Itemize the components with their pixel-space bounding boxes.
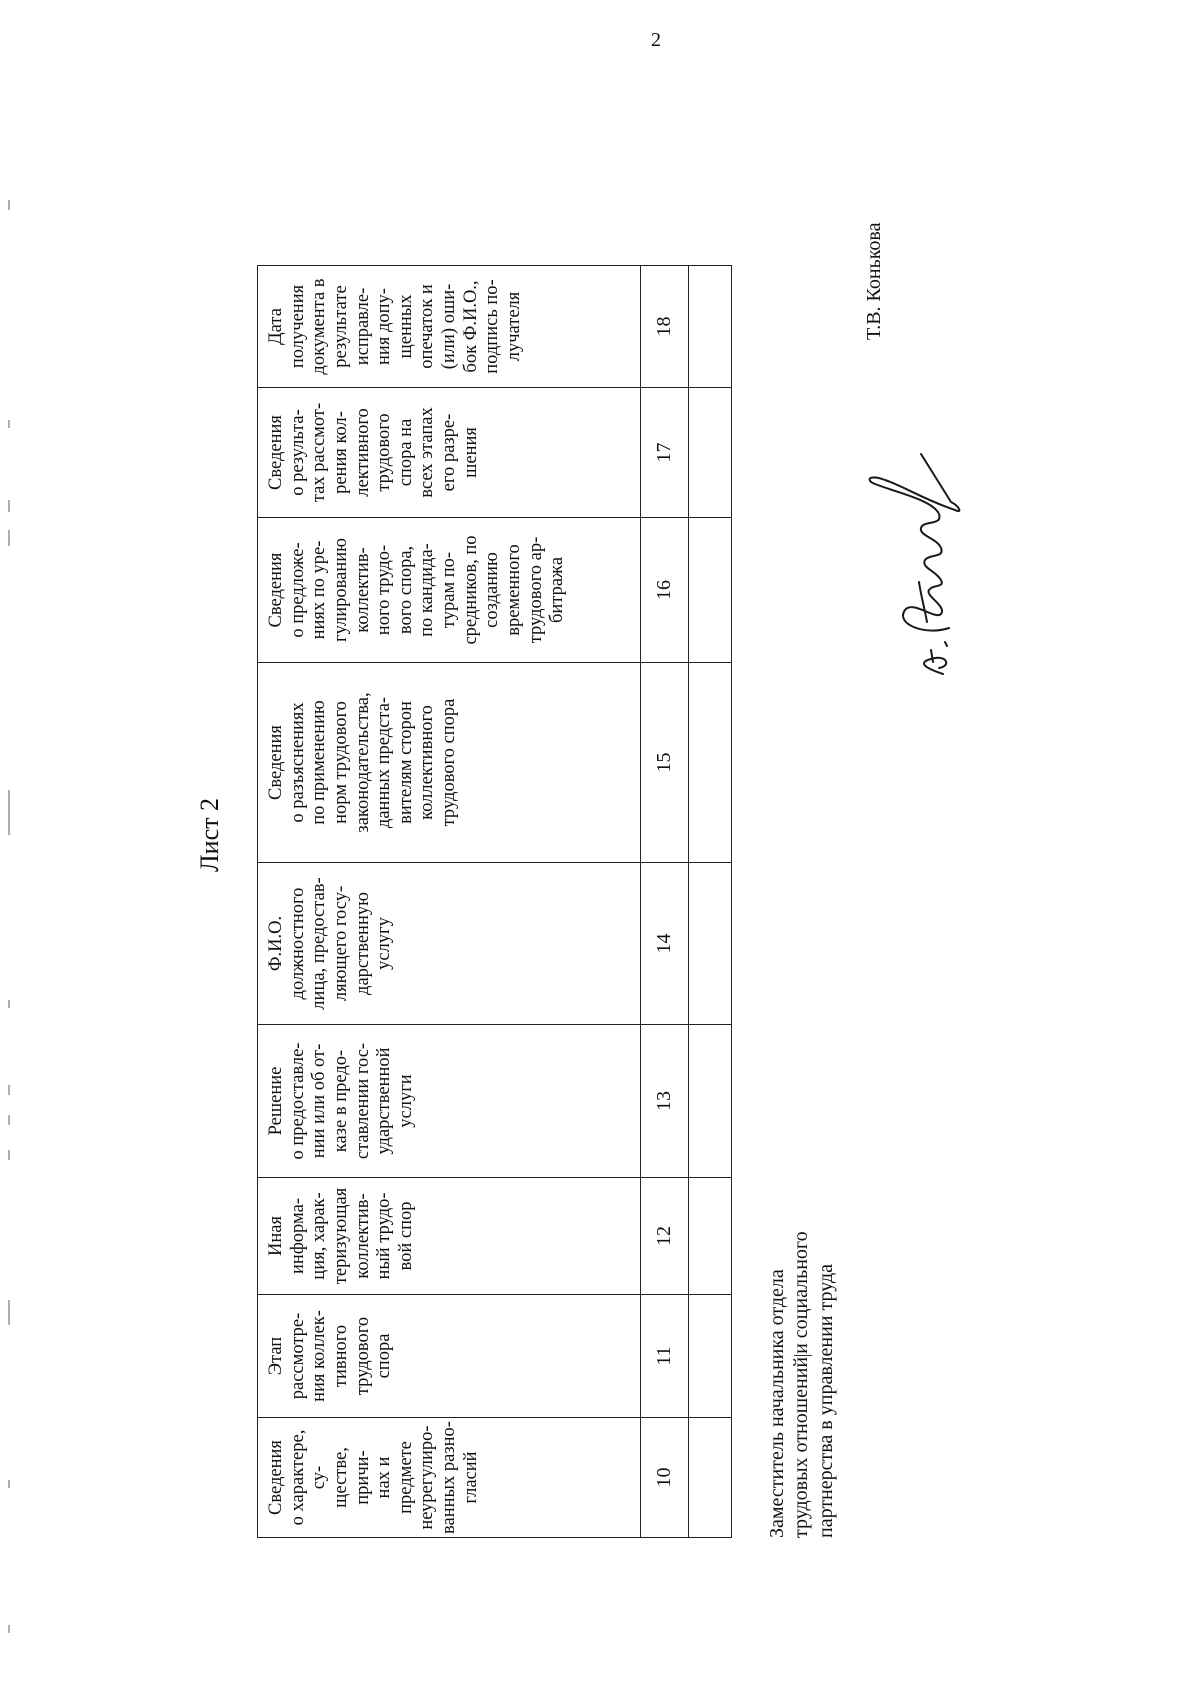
column-header — [258, 518, 641, 663]
table-header-row — [258, 266, 641, 1538]
table-cell — [689, 388, 732, 518]
handwritten-signature — [855, 450, 965, 680]
header-line: Дата — [266, 308, 286, 345]
header-line: услугу — [374, 917, 395, 970]
header-line: законодательства, — [352, 692, 373, 833]
header-line: рения кол- — [330, 411, 351, 494]
rotated-sheet — [195, 70, 1095, 1600]
header-line: исправле- — [352, 287, 373, 366]
header-line: временного — [504, 544, 525, 636]
header-line: тах рассмот- — [309, 402, 330, 503]
header-line: коллектив- — [352, 1193, 373, 1279]
header-line: документа в — [309, 278, 330, 375]
register-table — [257, 265, 732, 1538]
header-line: лективного — [352, 408, 373, 497]
header-line: ния коллек- — [309, 1310, 330, 1402]
position-line: трудовых отношений — [790, 1356, 813, 1538]
header-line: турам по- — [439, 551, 460, 629]
header-line: о предоставле- — [287, 1042, 308, 1160]
header-line: Этап — [266, 1336, 286, 1376]
header-line: вого спора, — [395, 545, 416, 635]
header-line: лица, предостав- — [309, 877, 330, 1010]
header-line: гулированию — [330, 538, 351, 642]
column-number: 16 — [641, 518, 689, 663]
header-line: ния допу- — [374, 288, 395, 365]
header-line: вителям сторон — [395, 701, 416, 824]
header-line: тивного — [330, 1324, 351, 1388]
header-line: ванных разно- — [439, 1421, 460, 1534]
header-line: вой спор — [395, 1201, 416, 1271]
header-line: бок Ф.И.О., — [460, 280, 481, 373]
table-cell — [689, 1025, 732, 1178]
text-cursor-mark — [794, 1355, 812, 1356]
scan-margin-marks — [0, 0, 60, 1695]
header-line: коллективного — [417, 705, 438, 820]
header-line: о результа- — [287, 409, 308, 496]
column-number: 12 — [641, 1178, 689, 1295]
header-line: Сведения — [266, 725, 286, 800]
header-line: коллектив- — [352, 547, 373, 633]
header-line: Ф.И.О. — [266, 915, 286, 972]
column-header — [258, 1295, 641, 1418]
header-line: ный трудо- — [374, 1192, 395, 1280]
header-line: Иная — [266, 1216, 286, 1256]
header-line: шения — [460, 427, 481, 478]
header-line: данных предста- — [374, 696, 395, 829]
header-line: по кандида- — [417, 543, 438, 637]
table-cell — [689, 663, 732, 863]
header-line: трудового ар- — [525, 536, 546, 644]
sheet-title: Лист 2 — [195, 798, 224, 872]
header-line: трудового — [352, 1316, 373, 1396]
header-line: норм трудового — [330, 701, 351, 824]
page-number: 2 — [651, 29, 661, 51]
column-number: 18 — [641, 266, 689, 388]
position-line: Заместитель начальника отдела — [766, 1269, 788, 1538]
header-line: ставлении гос- — [352, 1042, 373, 1160]
table-cell — [689, 266, 732, 388]
header-line: казе в предо- — [330, 1049, 351, 1153]
table-cell — [689, 1418, 732, 1538]
signatory-name: Т.В. Конькова — [863, 222, 885, 340]
header-line: всех этапах — [417, 407, 438, 498]
position-line: партнерства в управлении труда — [814, 1264, 837, 1538]
column-header — [258, 1025, 641, 1178]
header-line: неурегулиро- — [417, 1425, 438, 1530]
signatory-position — [765, 1058, 838, 1538]
header-line: Сведения — [266, 415, 286, 490]
column-number: 13 — [641, 1025, 689, 1178]
header-line: теризующая — [330, 1187, 351, 1285]
column-header — [258, 266, 641, 388]
header-line: о предложе- — [287, 542, 308, 638]
header-line: созданию — [482, 552, 503, 628]
position-line: и социального — [790, 1231, 813, 1354]
header-line: по применению — [309, 700, 330, 825]
header-line: результате — [330, 285, 351, 368]
header-line: лучателя — [504, 291, 525, 362]
header-line: должностного — [287, 887, 308, 1000]
column-number: 17 — [641, 388, 689, 518]
column-header — [258, 663, 641, 863]
header-line: спора — [374, 1333, 395, 1379]
header-line: нах и предмете — [374, 1441, 416, 1514]
column-header — [258, 863, 641, 1025]
column-number-row — [641, 266, 689, 1538]
header-line: спора на — [395, 418, 416, 487]
table-row — [689, 266, 732, 1538]
header-line: получения — [287, 284, 308, 369]
header-line: информа- — [287, 1198, 308, 1274]
column-number: 11 — [641, 1295, 689, 1418]
header-line: гласий — [460, 1451, 481, 1504]
header-line: средников, по — [460, 535, 481, 645]
header-line: о характере, су- — [287, 1429, 330, 1526]
header-line: нии или об от- — [309, 1043, 330, 1159]
table-cell — [689, 863, 732, 1025]
header-line: (или) оши- — [439, 283, 460, 370]
header-line: услуги — [395, 1074, 416, 1128]
header-line: его разре- — [439, 413, 460, 492]
header-line: Сведения — [266, 1440, 286, 1515]
header-line: ляющего госу- — [330, 885, 351, 1002]
header-line: щенных — [395, 294, 416, 359]
header-line: Решение — [266, 1066, 286, 1136]
table-cell — [689, 518, 732, 663]
header-line: подпись по- — [482, 279, 503, 374]
column-header — [258, 388, 641, 518]
header-line: рассмотре- — [287, 1312, 308, 1400]
header-line: ного трудо- — [374, 544, 395, 636]
table-cell — [689, 1295, 732, 1418]
column-header — [258, 1178, 641, 1295]
header-line: ция, харак- — [309, 1192, 330, 1280]
header-line: ударственной — [374, 1047, 395, 1155]
header-line: опечаток и — [417, 284, 438, 369]
header-line: дарственную — [352, 892, 373, 995]
column-header — [258, 1418, 641, 1538]
header-line: битража — [547, 556, 568, 624]
column-number: 15 — [641, 663, 689, 863]
header-line: о разъяснениях — [287, 702, 308, 823]
column-number: 14 — [641, 863, 689, 1025]
header-line: ществе, причи- — [330, 1447, 373, 1508]
header-line: трудового спора — [439, 698, 460, 827]
header-line: Сведения — [266, 552, 286, 628]
header-line: ниях по уре- — [309, 540, 330, 640]
table-cell — [689, 1178, 732, 1295]
column-number: 10 — [641, 1418, 689, 1538]
header-line: трудового — [374, 413, 395, 492]
